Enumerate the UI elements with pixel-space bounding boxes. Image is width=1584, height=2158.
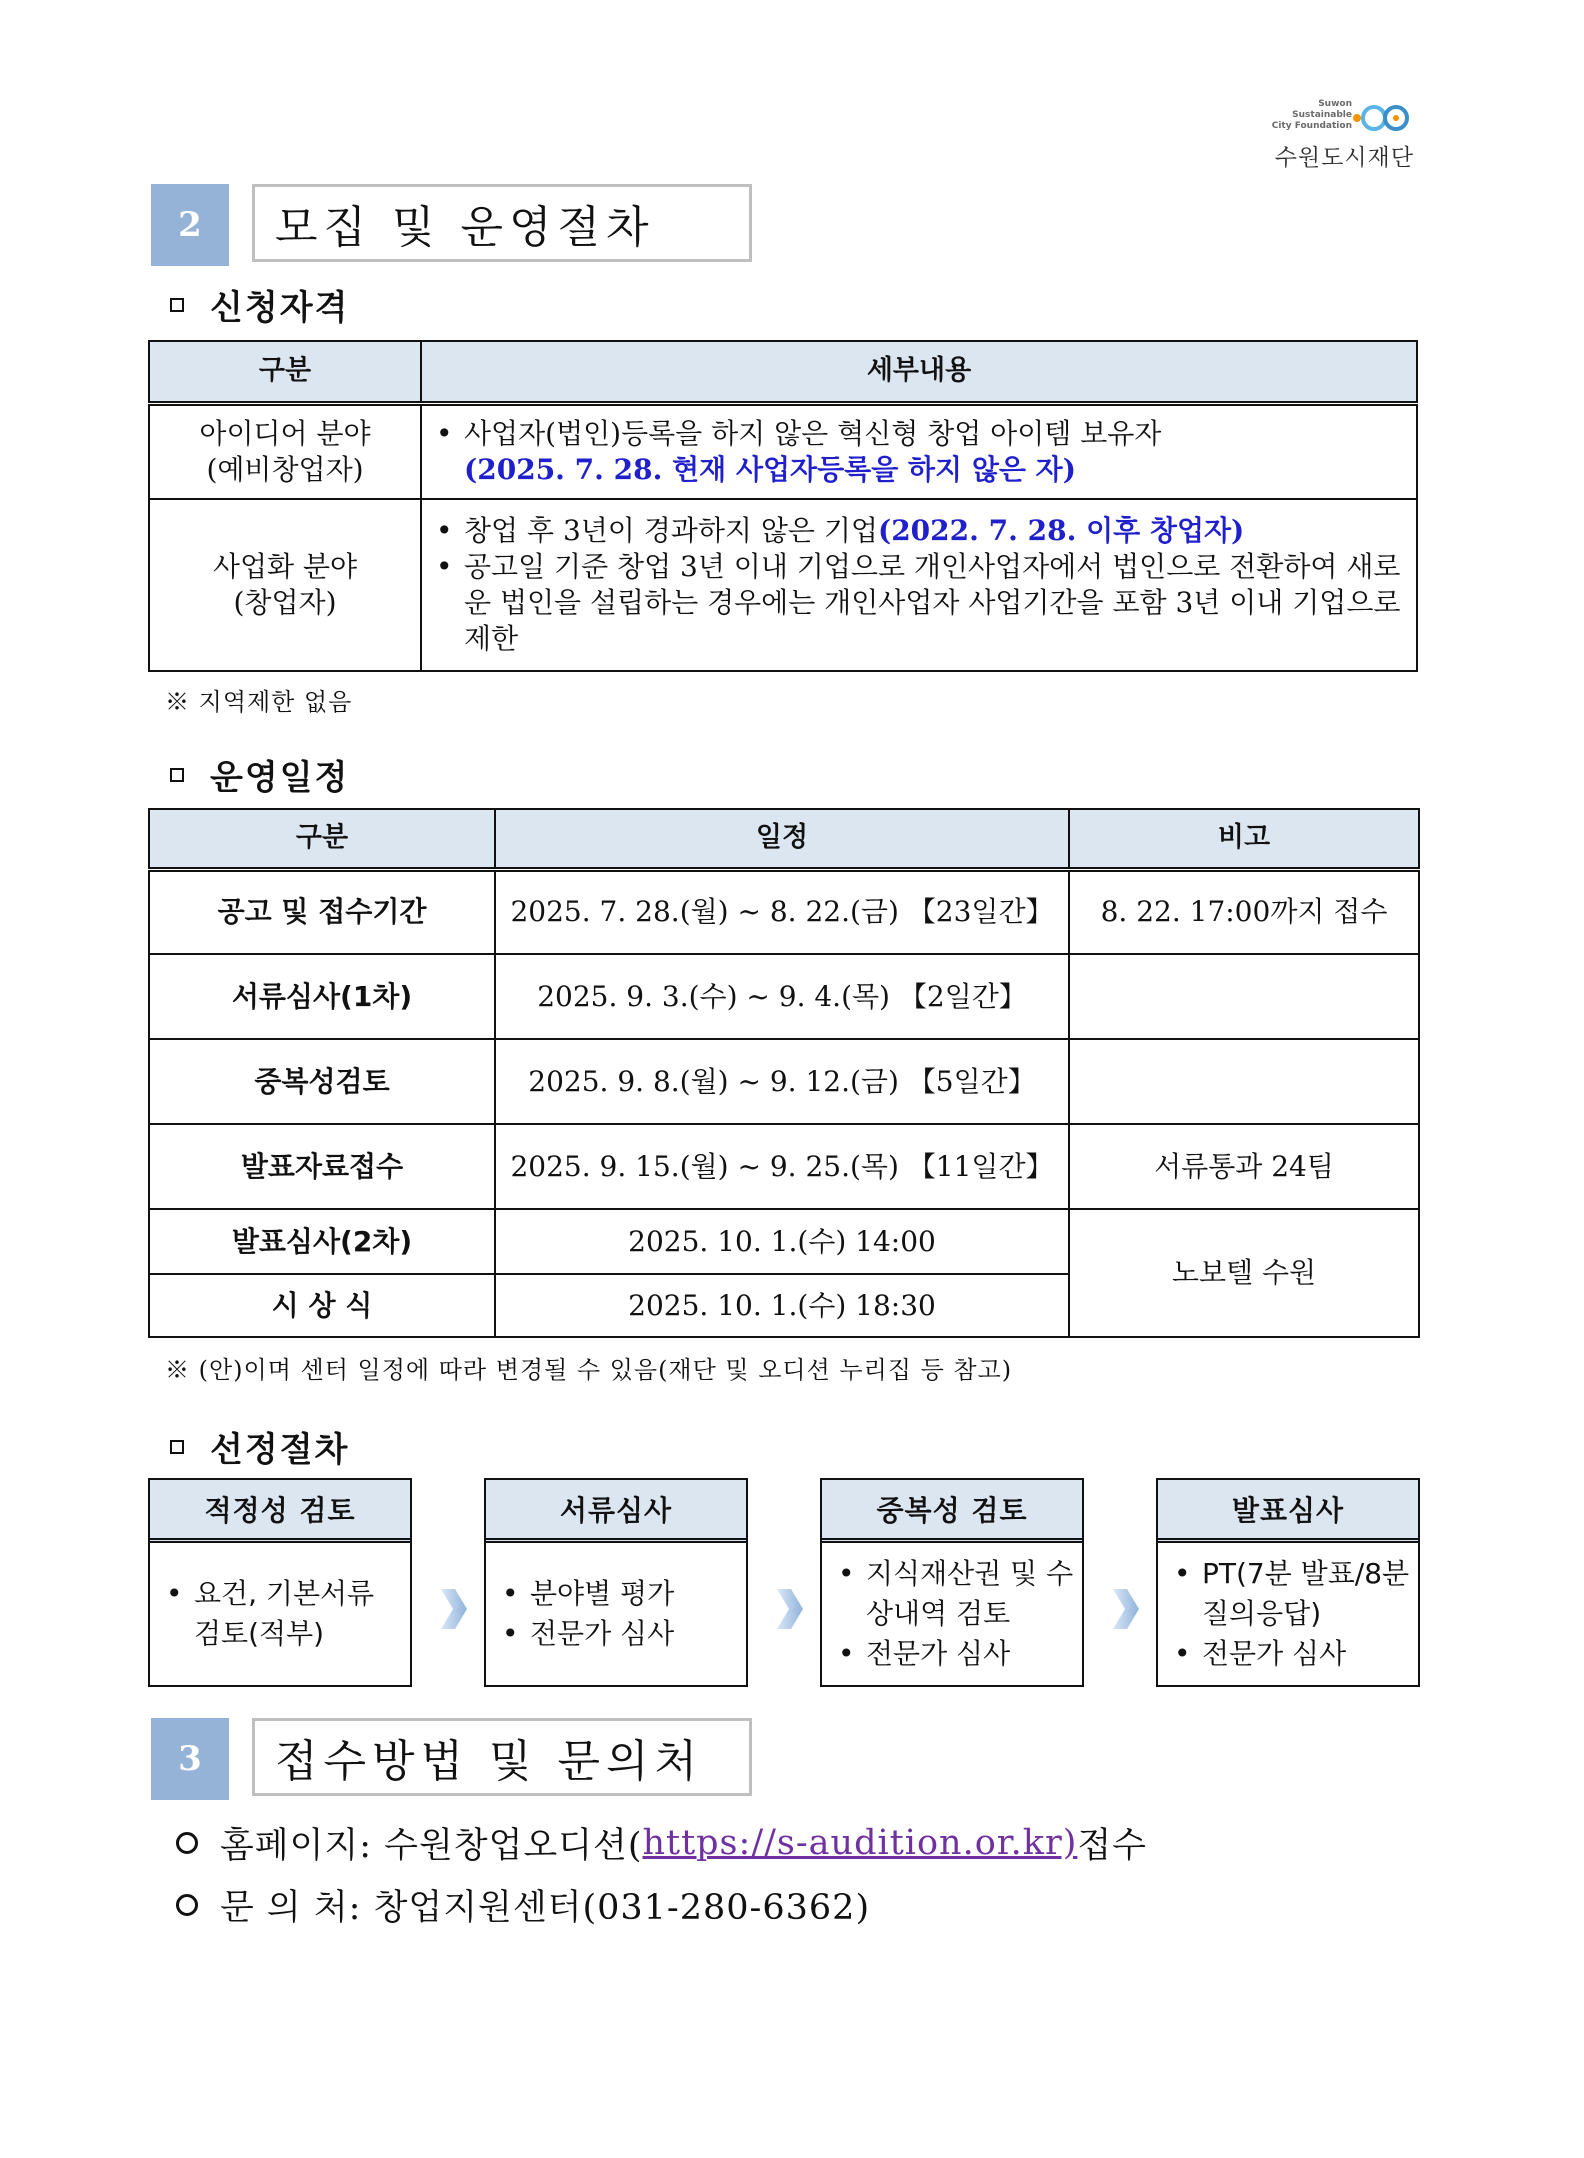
process-step-body	[822, 1543, 1082, 1685]
process-step-body	[486, 1543, 746, 1685]
detail-text: 사업자(법인)등록을 하지 않은 혁신형 창업 아이템 보유자	[464, 416, 1162, 450]
schedule-table	[148, 808, 1420, 1338]
list-item: • 요건, 기본서류 검토(적부)	[160, 1574, 410, 1654]
square-bullet-icon	[170, 298, 184, 312]
table-row	[149, 403, 1417, 499]
foundation-logo	[1234, 95, 1414, 175]
logo-en-line: City Foundation	[1271, 121, 1352, 131]
header-cell: 구분	[149, 809, 495, 869]
detail-text: 창업 후 3년이 경과하지 않은 기업	[464, 514, 878, 547]
detail-note: (2025. 7. 28. 현재 사업자등록을 하지 않은 자)	[464, 452, 1076, 486]
date-cell: 2025. 9. 3.(수) ~ 9. 4.(목) 【2일간】	[495, 954, 1069, 1039]
table-row	[149, 1124, 1419, 1209]
eligibility-table	[148, 340, 1418, 672]
process-step-title: 서류심사	[486, 1480, 746, 1543]
section-title: 접수방법 및 문의처	[252, 1718, 752, 1796]
list-item: • 전문가 심사	[496, 1614, 674, 1654]
table-row	[149, 499, 1417, 671]
schedule-note: ※ (안)이며 센터 일정에 따라 변경될 수 있음(재단 및 오디션 누리집 등 참고)	[165, 1356, 1013, 1384]
logo-kr-text: 수원도시재단	[1274, 145, 1414, 171]
remark-cell	[1069, 1039, 1419, 1124]
table-row	[149, 954, 1419, 1039]
list-item	[430, 513, 1408, 549]
header-cell: 일정	[495, 809, 1069, 869]
chevron-right-icon	[773, 1585, 805, 1633]
detail-cell	[421, 403, 1417, 499]
category-line: (예비창업자)	[206, 452, 364, 486]
category-cell	[149, 499, 421, 671]
circle-bullet-icon	[176, 1894, 198, 1916]
circle-bullet-icon	[176, 1832, 198, 1854]
selection-heading	[170, 1422, 349, 1471]
table-row	[149, 869, 1419, 954]
schedule-heading	[170, 750, 349, 799]
process-step-title: 적정성 검토	[150, 1480, 410, 1543]
remark-cell: 서류통과 24팀	[1069, 1124, 1419, 1209]
eligibility-heading	[170, 280, 349, 329]
square-bullet-icon	[170, 768, 184, 782]
stage-cell: 중복성검토	[149, 1039, 495, 1124]
date-cell: 2025. 9. 15.(월) ~ 9. 25.(목) 【11일간】	[495, 1124, 1069, 1209]
logo-en-line: Sustainable	[1292, 110, 1352, 120]
header-cell: 세부내용	[421, 341, 1417, 403]
stage-cell: 공고 및 접수기간	[149, 869, 495, 954]
remark-cell: 노보텔 수원	[1069, 1209, 1419, 1337]
logo-circles-icon	[1352, 99, 1414, 137]
schedule-heading-text: 운영일정	[210, 758, 350, 798]
date-cell: 2025. 10. 1.(수) 18:30	[495, 1274, 1069, 1337]
date-cell: 2025. 7. 28.(월) ~ 8. 22.(금) 【23일간】	[495, 869, 1069, 954]
detail-cell	[421, 499, 1417, 671]
stage-cell: 발표자료접수	[149, 1124, 495, 1209]
list-item: • PT(7분 발표/8분 질의응답)	[1168, 1554, 1418, 1634]
process-step-body	[1158, 1543, 1418, 1685]
process-step-box	[820, 1478, 1084, 1687]
list-item: • 전문가 심사	[1168, 1634, 1418, 1674]
process-step-title: 중복성 검토	[822, 1480, 1082, 1543]
chevron-right-icon	[437, 1585, 469, 1633]
list-item: • 지식재산권 및 수상내역 검토	[832, 1554, 1082, 1634]
category-line: 아이디어 분야	[199, 416, 371, 450]
process-step-body	[150, 1543, 410, 1685]
header-cell: 구분	[149, 341, 421, 403]
table-row	[149, 1209, 1419, 1274]
eligibility-heading-text: 신청자격	[210, 288, 350, 328]
list-item: • 공고일 기준 창업 3년 이내 기업으로 개인사업자에서 법인으로 전환하여 새로운 법인을 설립하는 경우에는 개인사업자 사업기간을 포함 3년 이내 기업으로 제한	[430, 549, 1408, 657]
inquiry-text: 문 의 처: 창업지원센터(031-280-6362)	[220, 1888, 871, 1928]
section-number: 2	[151, 184, 229, 266]
remark-cell: 8. 22. 17:00까지 접수	[1069, 869, 1419, 954]
category-cell	[149, 403, 421, 499]
date-cell: 2025. 10. 1.(수) 14:00	[495, 1209, 1069, 1274]
list-item: • 분야별 평가	[496, 1574, 674, 1614]
category-line: 사업화 분야	[212, 550, 358, 583]
category-line: (창업자)	[233, 586, 337, 619]
header-cell: 비고	[1069, 809, 1419, 869]
square-bullet-icon	[170, 1440, 184, 1454]
detail-note: (2022. 7. 28. 이후 창업자)	[877, 514, 1245, 547]
process-step-box	[484, 1478, 748, 1687]
logo-en-line: Suwon	[1318, 99, 1352, 109]
homepage-label: 홈페이지: 수원창업오디션(	[220, 1826, 643, 1866]
table-row	[149, 1039, 1419, 1124]
section-number: 3	[151, 1718, 229, 1800]
remark-cell	[1069, 954, 1419, 1039]
process-step-title: 발표심사	[1158, 1480, 1418, 1543]
selection-heading-text: 선정절차	[210, 1430, 350, 1470]
list-item: • 전문가 심사	[832, 1634, 1082, 1674]
homepage-suffix: 접수	[1077, 1826, 1147, 1866]
date-cell: 2025. 9. 8.(월) ~ 9. 12.(금) 【5일간】	[495, 1039, 1069, 1124]
table-header-row	[149, 341, 1417, 403]
stage-cell: 시 상 식	[149, 1274, 495, 1337]
process-step-box	[1156, 1478, 1420, 1687]
inquiry-line	[176, 1880, 870, 1930]
process-step-box	[148, 1478, 412, 1687]
eligibility-note: ※ 지역제한 없음	[165, 688, 353, 716]
table-header-row	[149, 809, 1419, 869]
homepage-line	[176, 1818, 1147, 1868]
homepage-link[interactable]: https://s-audition.or.kr)	[642, 1823, 1078, 1863]
chevron-right-icon	[1109, 1585, 1141, 1633]
list-item	[430, 416, 1408, 488]
stage-cell: 서류심사(1차)	[149, 954, 495, 1039]
section-title: 모집 및 운영절차	[252, 184, 752, 262]
stage-cell: 발표심사(2차)	[149, 1209, 495, 1274]
